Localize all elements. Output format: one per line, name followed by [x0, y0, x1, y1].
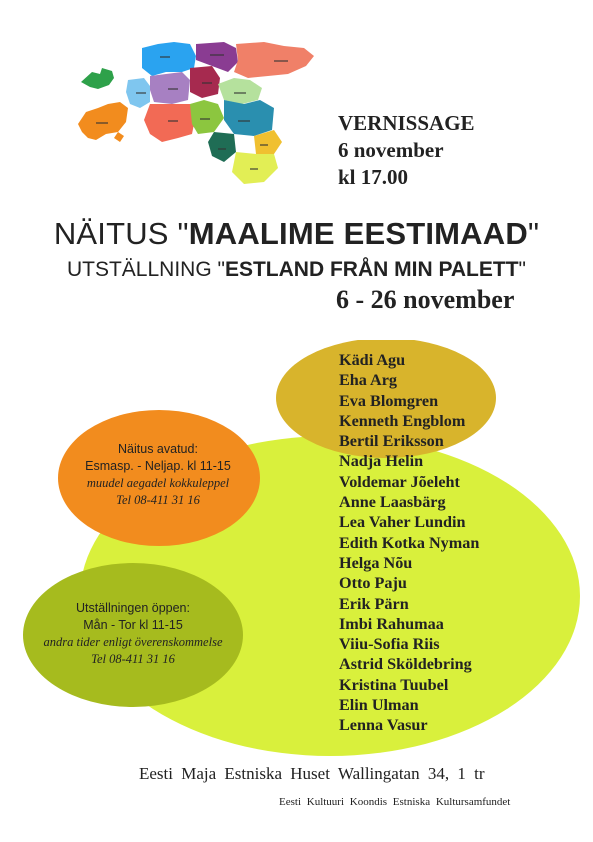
- artist-name: Eva Blomgren: [339, 391, 439, 410]
- hours-heading: Utställningen öppen:: [76, 601, 190, 615]
- estonia-county-map: [78, 38, 318, 188]
- opening-hours-estonian: [60, 441, 256, 509]
- decorative-circles: [0, 340, 593, 760]
- artist-name: Anne Laasbärg: [339, 493, 446, 512]
- vernissage-date: 6 november: [338, 138, 444, 162]
- vernissage-label: VERNISSAGE: [338, 111, 475, 135]
- map-region-tartumaa: [224, 100, 274, 136]
- artist-name: Erik Pärn: [339, 594, 409, 613]
- map-region-valgamaa: [208, 132, 236, 162]
- artist-name: Bertil Eriksson: [339, 432, 444, 451]
- exhibition-dates: 6 - 26 november: [336, 285, 515, 314]
- hours-phone: Tel 08-411 31 16: [116, 493, 200, 507]
- hours-phone: Tel 08-411 31 16: [91, 652, 175, 666]
- exhibition-title-estonian: [0, 216, 593, 252]
- map-region-viljandimaa: [190, 100, 224, 134]
- artist-name: Kenneth Engblom: [339, 411, 466, 430]
- artist-name: Edith Kotka Nyman: [339, 533, 480, 552]
- artist-name: Astrid Sköldebring: [339, 655, 472, 674]
- title-suffix: ": [527, 216, 540, 251]
- hours-days: Esmasp. - Neljap. kl 11-15: [85, 459, 231, 473]
- artist-name: Elin Ulman: [339, 696, 419, 715]
- map-region-hiiumaa: [81, 68, 114, 89]
- artist-name: Viiu-Sofia Riis: [339, 635, 440, 654]
- artist-name: Helga Nõu: [339, 553, 413, 572]
- artist-name: Imbi Rahumaa: [339, 614, 444, 633]
- map-region-parnumaa: [144, 104, 196, 142]
- hours-days: Mån - Tor kl 11-15: [83, 618, 183, 632]
- artist-name: Otto Paju: [339, 574, 407, 593]
- exhibition-title-swedish: [0, 258, 593, 282]
- hours-other: andra tider enligt överenskommelse: [43, 635, 223, 649]
- title-prefix: NÄITUS ": [53, 216, 189, 251]
- artist-name: Lea Vaher Lundin: [339, 513, 466, 532]
- subtitle-bold: ESTLAND FRÅN MIN PALETT: [224, 258, 519, 281]
- artist-name: Nadja Helin: [339, 452, 424, 471]
- opening-hours-swedish: [30, 600, 236, 668]
- subtitle-prefix: UTSTÄLLNING ": [66, 258, 225, 281]
- vernissage-time: kl 17.00: [338, 165, 409, 189]
- venue-address: Eesti Maja Estniska Huset Wallingatan 34, 1 tr: [139, 764, 485, 783]
- vernissage-block: [338, 110, 475, 191]
- hours-heading: Näitus avatud:: [118, 442, 198, 456]
- artist-list: [339, 350, 479, 736]
- hours-other: muudel aegadel kokkuleppel: [86, 476, 230, 490]
- map-region-jogevamaa: [218, 78, 262, 104]
- organizers: Eesti Kultuuri Koondis Estniska Kultursamfundet: [279, 796, 511, 808]
- artist-name: Eha Arg: [339, 371, 398, 390]
- map-region-harjumaa: [142, 42, 196, 76]
- artist-name: Kristina Tuubel: [339, 675, 449, 694]
- subtitle-suffix: ": [518, 258, 527, 281]
- artist-name: Kädi Agu: [339, 351, 406, 369]
- artist-name: Voldemar Jõeleht: [339, 472, 460, 491]
- artist-name: Lenna Vasur: [339, 716, 428, 735]
- title-bold: MAALIME EESTIMAAD: [188, 216, 528, 251]
